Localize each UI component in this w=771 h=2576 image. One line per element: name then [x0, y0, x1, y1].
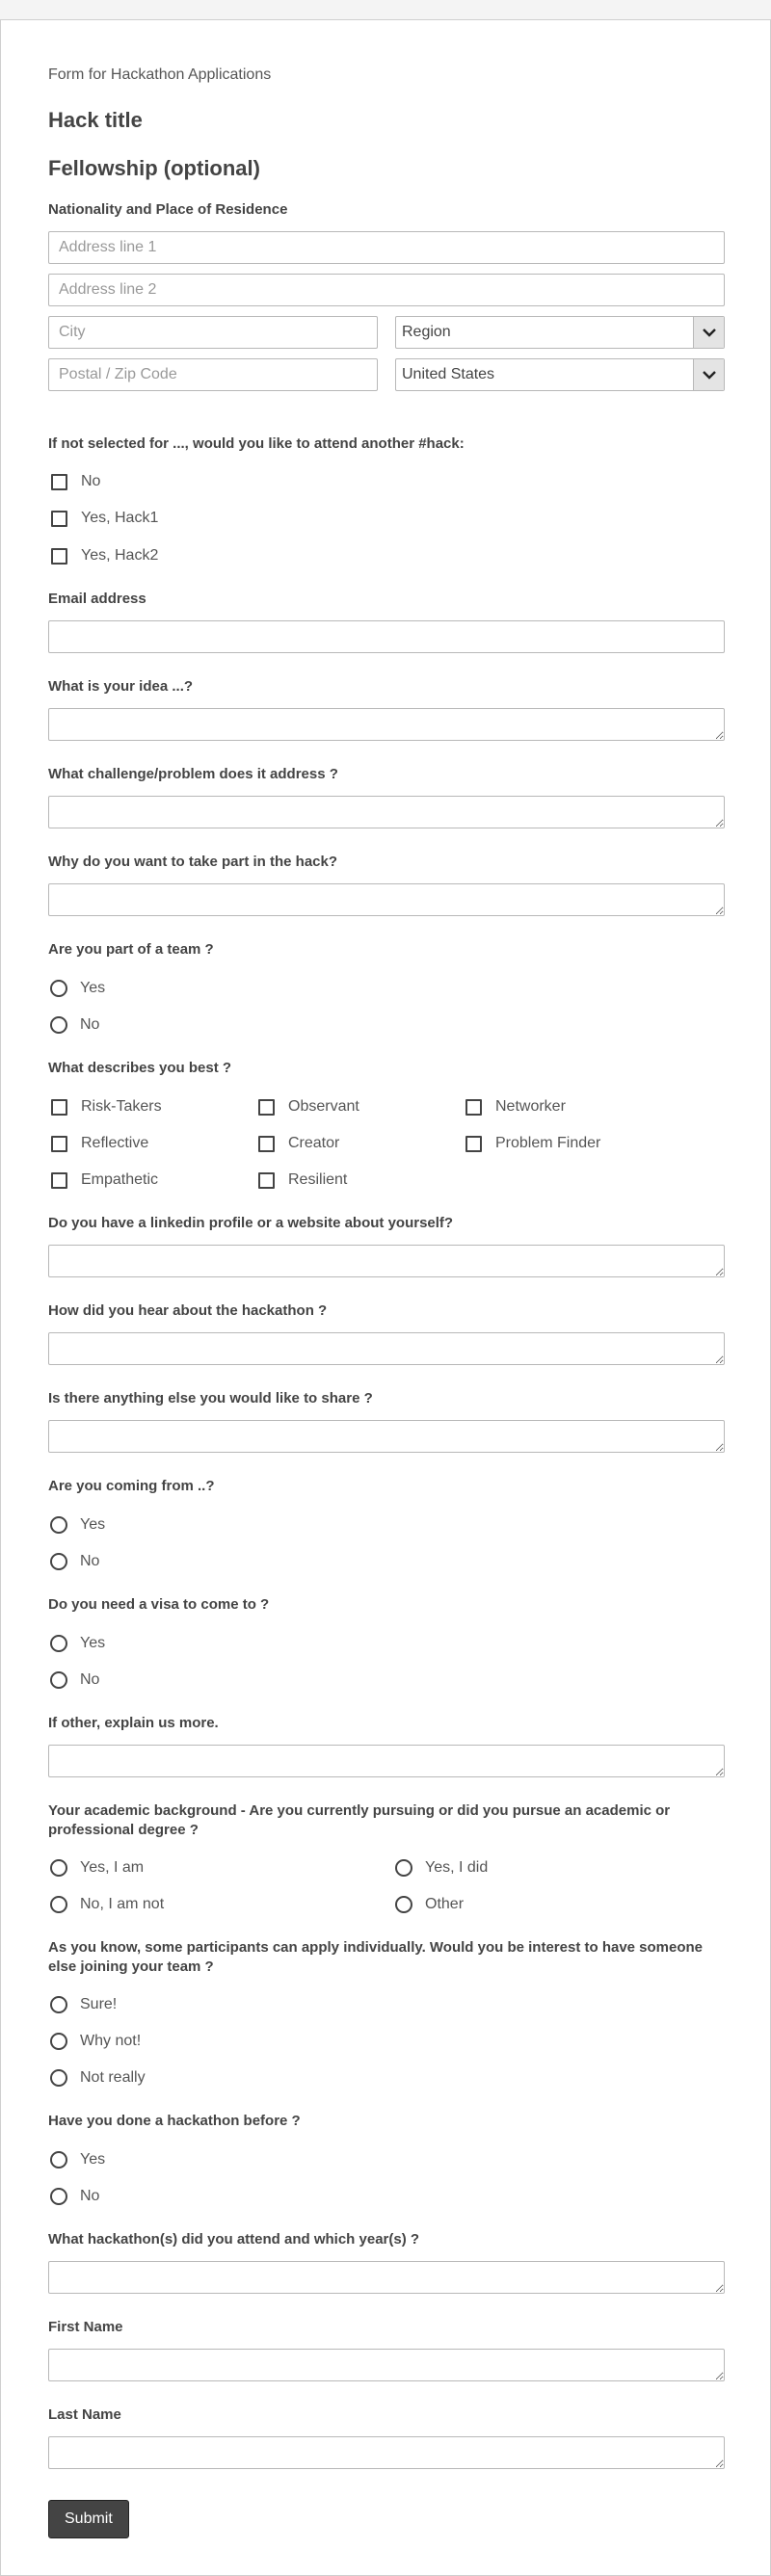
address-label: Nationality and Place of Residence [48, 201, 288, 218]
linkedin-textarea[interactable] [48, 1245, 725, 1277]
idea-textarea[interactable] [48, 708, 725, 741]
radio[interactable] [50, 1671, 67, 1689]
share-textarea[interactable] [48, 1420, 725, 1453]
team-option-no[interactable]: No [50, 1016, 99, 1034]
visa-label: Do you need a visa to come to ? [48, 1596, 270, 1613]
linkedin-label: Do you have a linkedin profile or a website about yourself? [48, 1215, 454, 1231]
checkbox[interactable] [51, 511, 67, 527]
radio[interactable] [50, 2188, 67, 2205]
describes-option-observant[interactable]: Observant [258, 1098, 359, 1116]
other-textarea[interactable] [48, 1745, 725, 1777]
checkbox[interactable] [258, 1172, 275, 1189]
coming-label: Are you coming from ..? [48, 1478, 215, 1494]
radio[interactable] [50, 1635, 67, 1652]
hear-textarea[interactable] [48, 1332, 725, 1365]
region-select[interactable] [395, 316, 725, 349]
share-label: Is there anything else you would like to share ? [48, 1390, 373, 1406]
describes-option-reflective[interactable]: Reflective [51, 1135, 148, 1152]
before-label: Have you done a hackathon before ? [48, 2113, 301, 2129]
visa-option-yes[interactable]: Yes [50, 1635, 105, 1652]
challenge-label: What challenge/problem does it address ? [48, 766, 338, 782]
attend-other-option-no[interactable]: No [51, 473, 100, 490]
checkbox[interactable] [465, 1099, 482, 1116]
chevron-down-icon [693, 317, 724, 348]
checkbox[interactable] [51, 474, 67, 490]
submit-button[interactable]: Submit [48, 2500, 129, 2538]
join-label: As you know, some participants can apply individually. Would you be interest to have someone else joining your team ? [48, 1939, 704, 1975]
team-option-yes[interactable]: Yes [50, 980, 105, 997]
checkbox[interactable] [258, 1099, 275, 1116]
describes-option-empathetic[interactable]: Empathetic [51, 1171, 158, 1189]
chevron-down-icon [693, 359, 724, 390]
region-select-value: Region [402, 324, 451, 340]
join-option-why-not[interactable]: Why not! [50, 2033, 141, 2050]
before-option-yes[interactable]: Yes [50, 2151, 105, 2169]
describes-option-problem-finder[interactable]: Problem Finder [465, 1135, 600, 1152]
describes-option-creator[interactable]: Creator [258, 1135, 339, 1152]
checkbox[interactable] [51, 1172, 67, 1189]
academic-label: Your academic background - Are you currently pursuing or did you pursue an academic or professional degree ? [48, 1802, 671, 1838]
describes-option-resilient[interactable]: Resilient [258, 1171, 347, 1189]
email-input[interactable] [48, 620, 725, 653]
postal-code-input[interactable] [48, 358, 378, 391]
academic-option-other[interactable]: Other [395, 1896, 464, 1913]
which-label: What hackathon(s) did you attend and which year(s) ? [48, 2231, 420, 2247]
last-name-label: Last Name [48, 2406, 121, 2423]
email-label: Email address [48, 591, 146, 607]
address-line1-input[interactable] [48, 231, 725, 264]
country-select[interactable] [395, 358, 725, 391]
last-name-textarea[interactable] [48, 2436, 725, 2469]
radio[interactable] [395, 1859, 412, 1877]
checkbox[interactable] [51, 548, 67, 565]
first-name-label: First Name [48, 2319, 123, 2335]
why-textarea[interactable] [48, 883, 725, 916]
attend-other-option-hack1[interactable]: Yes, Hack1 [51, 510, 158, 527]
team-label: Are you part of a team ? [48, 941, 214, 958]
attend-other-option-hack2[interactable]: Yes, Hack2 [51, 547, 158, 565]
academic-option-yes-i-did[interactable]: Yes, I did [395, 1859, 488, 1877]
academic-option-no[interactable]: No, I am not [50, 1896, 164, 1913]
academic-option-yes-i-am[interactable]: Yes, I am [50, 1859, 144, 1877]
before-option-no[interactable]: No [50, 2188, 99, 2205]
first-name-textarea[interactable] [48, 2349, 725, 2381]
coming-option-no[interactable]: No [50, 1553, 99, 1570]
radio[interactable] [50, 1859, 67, 1877]
form-description: Form for Hackathon Applications [48, 66, 272, 83]
address-line2-input[interactable] [48, 274, 725, 306]
form-card [0, 19, 771, 2576]
country-select-value: United States [402, 366, 495, 382]
challenge-textarea[interactable] [48, 796, 725, 828]
radio[interactable] [50, 980, 67, 997]
form-subtitle: Fellowship (optional) [48, 156, 260, 180]
why-label: Why do you want to take part in the hack? [48, 854, 338, 870]
hear-label: How did you hear about the hackathon ? [48, 1302, 328, 1319]
checkbox[interactable] [465, 1136, 482, 1152]
coming-option-yes[interactable]: Yes [50, 1516, 105, 1534]
describes-option-risk-takers[interactable]: Risk-Takers [51, 1098, 162, 1116]
join-option-not-really[interactable]: Not really [50, 2069, 146, 2087]
checkbox[interactable] [51, 1099, 67, 1116]
radio[interactable] [50, 1553, 67, 1570]
city-input[interactable] [48, 316, 378, 349]
radio[interactable] [395, 1896, 412, 1913]
radio[interactable] [50, 1996, 67, 2013]
join-option-sure[interactable]: Sure! [50, 1996, 117, 2013]
checkbox[interactable] [51, 1136, 67, 1152]
idea-label: What is your idea ...? [48, 678, 194, 695]
radio[interactable] [50, 2033, 67, 2050]
radio[interactable] [50, 1016, 67, 1034]
other-label: If other, explain us more. [48, 1715, 219, 1731]
attend-other-label: If not selected for ..., would you like to attend another #hack: [48, 435, 465, 452]
describes-label: What describes you best ? [48, 1060, 232, 1076]
radio[interactable] [50, 1896, 67, 1913]
radio[interactable] [50, 2069, 67, 2087]
which-textarea[interactable] [48, 2261, 725, 2294]
describes-option-networker[interactable]: Networker [465, 1098, 566, 1116]
form-title: Hack title [48, 108, 143, 132]
radio[interactable] [50, 1516, 67, 1534]
checkbox[interactable] [258, 1136, 275, 1152]
visa-option-no[interactable]: No [50, 1671, 99, 1689]
radio[interactable] [50, 2151, 67, 2169]
